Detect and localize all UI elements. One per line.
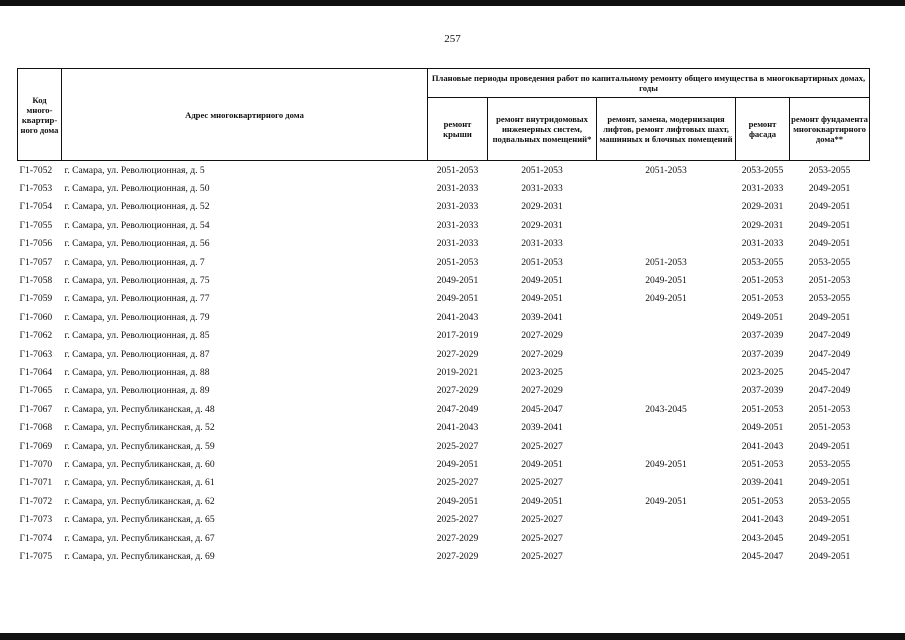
cell-house-code: Г1-7067 <box>19 403 53 415</box>
cell-house-code: Г1-7059 <box>19 293 53 305</box>
cell-roof-repair: 2049-2051 <box>436 458 479 470</box>
cell-engineering-systems: 2031-2033 <box>521 183 563 195</box>
table-row <box>18 437 870 455</box>
table-row <box>18 363 870 381</box>
cell-address: г. Самара, ул. Революционная, д. 54 <box>64 219 210 231</box>
cell-facade-repair: 2049-2051 <box>741 422 784 434</box>
cell-foundation-repair: 2049-2051 <box>808 201 851 213</box>
cell-address: г. Самара, ул. Республиканская, д. 61 <box>64 477 215 489</box>
cell-foundation-repair: 2045-2047 <box>808 366 851 378</box>
cell-foundation-repair: 2051-2053 <box>808 275 851 287</box>
cell-house-code: Г1-7062 <box>19 330 53 342</box>
cell-elevators <box>597 529 736 547</box>
cell-elevators: 2049-2051 <box>645 458 687 470</box>
cell-foundation-repair: 2049-2051 <box>808 238 851 250</box>
cell-foundation-repair: 2047-2049 <box>808 385 851 397</box>
cell-elevators <box>597 418 736 436</box>
cell-facade-repair: 2037-2039 <box>741 348 784 360</box>
cell-engineering-systems: 2025-2027 <box>521 514 563 526</box>
cell-foundation-repair: 2049-2051 <box>808 477 851 489</box>
table-row <box>18 179 870 197</box>
table-row <box>18 455 870 473</box>
table-row <box>18 235 870 253</box>
cell-address: г. Самара, ул. Революционная, д. 75 <box>64 275 210 287</box>
cell-facade-repair: 2051-2053 <box>741 495 784 507</box>
cell-facade-repair: 2053-2055 <box>741 256 784 268</box>
cell-house-code: Г1-7072 <box>19 495 53 507</box>
header-address: Адрес многоквартирного дома <box>62 69 428 161</box>
cell-house-code: Г1-7060 <box>19 311 53 323</box>
cell-roof-repair: 2031-2033 <box>436 201 479 213</box>
table-row <box>18 510 870 528</box>
cell-address: г. Самара, ул. Республиканская, д. 52 <box>64 422 215 434</box>
cell-address: г. Самара, ул. Революционная, д. 56 <box>64 238 210 250</box>
cell-elevators: 2051-2053 <box>645 256 687 268</box>
cell-roof-repair: 2027-2029 <box>436 348 479 360</box>
cell-elevators <box>597 345 736 363</box>
table-row <box>18 492 870 510</box>
header-foundation-repair: ремонт фундамента многоквартирного дома** <box>790 98 870 161</box>
cell-engineering-systems: 2025-2027 <box>521 550 563 562</box>
table-row <box>18 400 870 418</box>
cell-house-code: Г1-7064 <box>19 366 53 378</box>
cell-address: г. Самара, ул. Революционная, д. 5 <box>64 164 205 176</box>
cell-facade-repair: 2029-2031 <box>741 201 784 213</box>
cell-facade-repair: 2031-2033 <box>741 238 784 250</box>
cell-facade-repair: 2023-2025 <box>741 366 784 378</box>
cell-address: г. Самара, ул. Республиканская, д. 60 <box>64 458 215 470</box>
cell-elevators <box>597 510 736 528</box>
cell-house-code: Г1-7056 <box>19 238 53 250</box>
table-row <box>18 327 870 345</box>
cell-address: г. Самара, ул. Революционная, д. 89 <box>64 385 210 397</box>
cell-address: г. Самара, ул. Республиканская, д. 69 <box>64 550 215 562</box>
cell-roof-repair: 2025-2027 <box>436 440 479 452</box>
cell-foundation-repair: 2051-2053 <box>808 422 851 434</box>
cell-house-code: Г1-7054 <box>19 201 53 213</box>
cell-foundation-repair: 2049-2051 <box>808 219 851 231</box>
top-border-rule <box>0 0 905 6</box>
table-row <box>18 529 870 547</box>
cell-facade-repair: 2045-2047 <box>741 550 784 562</box>
cell-roof-repair: 2051-2053 <box>436 164 479 176</box>
page-number: 257 <box>444 33 461 45</box>
cell-engineering-systems: 2051-2053 <box>521 256 563 268</box>
header-elevators: ремонт, замена, модернизация лифтов, ремонт лифтовых шахт, машинных и блочных помещений <box>597 98 736 161</box>
cell-foundation-repair: 2049-2051 <box>808 311 851 323</box>
cell-house-code: Г1-7075 <box>19 550 53 562</box>
cell-roof-repair: 2049-2051 <box>436 495 479 507</box>
table-row <box>18 345 870 363</box>
cell-facade-repair: 2051-2053 <box>741 458 784 470</box>
cell-address: г. Самара, ул. Республиканская, д. 59 <box>64 440 215 452</box>
cell-elevators <box>597 179 736 197</box>
cell-engineering-systems: 2027-2029 <box>521 348 563 360</box>
cell-elevators: 2051-2053 <box>645 164 687 176</box>
cell-address: г. Самара, ул. Революционная, д. 85 <box>64 330 210 342</box>
cell-facade-repair: 2041-2043 <box>741 440 784 452</box>
cell-address: г. Самара, ул. Революционная, д. 79 <box>64 311 210 323</box>
cell-engineering-systems: 2049-2051 <box>521 495 563 507</box>
cell-foundation-repair: 2053-2055 <box>808 293 851 305</box>
cell-roof-repair: 2031-2033 <box>436 183 479 195</box>
table-row <box>18 290 870 308</box>
table-row <box>18 253 870 271</box>
cell-engineering-systems: 2025-2027 <box>521 440 563 452</box>
cell-roof-repair: 2025-2027 <box>436 514 479 526</box>
cell-engineering-systems: 2049-2051 <box>521 275 563 287</box>
cell-house-code: Г1-7069 <box>19 440 53 452</box>
cell-foundation-repair: 2053-2055 <box>808 164 851 176</box>
cell-address: г. Самара, ул. Республиканская, д. 67 <box>64 532 215 544</box>
cell-facade-repair: 2049-2051 <box>741 311 784 323</box>
cell-roof-repair: 2041-2043 <box>436 311 479 323</box>
cell-facade-repair: 2039-2041 <box>741 477 784 489</box>
cell-engineering-systems: 2051-2053 <box>521 164 563 176</box>
cell-house-code: Г1-7065 <box>19 385 53 397</box>
cell-engineering-systems: 2039-2041 <box>521 311 563 323</box>
cell-roof-repair: 2051-2053 <box>436 256 479 268</box>
cell-facade-repair: 2031-2033 <box>741 183 784 195</box>
cell-foundation-repair: 2047-2049 <box>808 348 851 360</box>
cell-roof-repair: 2041-2043 <box>436 422 479 434</box>
cell-roof-repair: 2031-2033 <box>436 238 479 250</box>
header-roof-repair: ремонт крыши <box>428 98 488 161</box>
cell-foundation-repair: 2053-2055 <box>808 458 851 470</box>
cell-roof-repair: 2049-2051 <box>436 275 479 287</box>
cell-elevators <box>597 308 736 326</box>
cell-engineering-systems: 2025-2027 <box>521 477 563 489</box>
table-body <box>18 161 870 566</box>
cell-roof-repair: 2047-2049 <box>436 403 479 415</box>
cell-facade-repair: 2037-2039 <box>741 385 784 397</box>
capital-repair-schedule-table <box>17 68 870 566</box>
cell-foundation-repair: 2051-2053 <box>808 403 851 415</box>
cell-elevators: 2049-2051 <box>645 275 687 287</box>
cell-elevators: 2043-2045 <box>645 403 687 415</box>
cell-house-code: Г1-7055 <box>19 219 53 231</box>
cell-address: г. Самара, ул. Революционная, д. 88 <box>64 366 210 378</box>
cell-roof-repair: 2027-2029 <box>436 550 479 562</box>
cell-roof-repair: 2019-2021 <box>436 366 479 378</box>
cell-address: г. Самара, ул. Революционная, д. 87 <box>64 348 210 360</box>
cell-house-code: Г1-7074 <box>19 532 53 544</box>
cell-roof-repair: 2017-2019 <box>436 330 479 342</box>
cell-facade-repair: 2037-2039 <box>741 330 784 342</box>
cell-elevators <box>597 198 736 216</box>
cell-engineering-systems: 2039-2041 <box>521 422 563 434</box>
cell-house-code: Г1-7053 <box>19 183 53 195</box>
cell-elevators: 2049-2051 <box>645 293 687 305</box>
cell-engineering-systems: 2029-2031 <box>521 201 563 213</box>
cell-elevators: 2049-2051 <box>645 495 687 507</box>
table-row <box>18 161 870 180</box>
cell-engineering-systems: 2027-2029 <box>521 330 563 342</box>
cell-roof-repair: 2049-2051 <box>436 293 479 305</box>
header-planned-periods: Плановые периоды проведения работ по капитальному ремонту общего имущества в многоквартирных домах, годы <box>428 69 870 98</box>
cell-address: г. Самара, ул. Республиканская, д. 62 <box>64 495 215 507</box>
cell-facade-repair: 2051-2053 <box>741 275 784 287</box>
cell-foundation-repair: 2049-2051 <box>808 550 851 562</box>
cell-house-code: Г1-7058 <box>19 275 53 287</box>
cell-engineering-systems: 2049-2051 <box>521 458 563 470</box>
cell-address: г. Самара, ул. Революционная, д. 50 <box>64 183 210 195</box>
cell-facade-repair: 2051-2053 <box>741 293 784 305</box>
cell-house-code: Г1-7068 <box>19 422 53 434</box>
table-row <box>18 271 870 289</box>
cell-elevators <box>597 547 736 565</box>
cell-elevators <box>597 437 736 455</box>
cell-foundation-repair: 2049-2051 <box>808 514 851 526</box>
table-row <box>18 382 870 400</box>
cell-house-code: Г1-7063 <box>19 348 53 360</box>
header-engineering-systems: ремонт внутридомовых инженерных систем, подвальных помещений* <box>488 98 597 161</box>
cell-elevators <box>597 474 736 492</box>
cell-address: г. Самара, ул. Республиканская, д. 48 <box>64 403 215 415</box>
table-header <box>18 69 870 161</box>
header-house-code: Код много-квартир-ного дома <box>18 69 62 161</box>
cell-address: г. Самара, ул. Революционная, д. 7 <box>64 256 205 268</box>
cell-roof-repair: 2025-2027 <box>436 477 479 489</box>
bottom-border-rule <box>0 633 905 640</box>
cell-facade-repair: 2029-2031 <box>741 219 784 231</box>
cell-foundation-repair: 2049-2051 <box>808 183 851 195</box>
table-row <box>18 418 870 436</box>
cell-house-code: Г1-7052 <box>19 164 53 176</box>
cell-roof-repair: 2027-2029 <box>436 532 479 544</box>
cell-address: г. Самара, ул. Революционная, д. 52 <box>64 201 210 213</box>
cell-elevators <box>597 235 736 253</box>
table-row <box>18 216 870 234</box>
cell-elevators <box>597 363 736 381</box>
cell-house-code: Г1-7070 <box>19 458 53 470</box>
cell-address: г. Самара, ул. Республиканская, д. 65 <box>64 514 215 526</box>
cell-elevators <box>597 382 736 400</box>
cell-roof-repair: 2027-2029 <box>436 385 479 397</box>
cell-house-code: Г1-7073 <box>19 514 53 526</box>
cell-engineering-systems: 2045-2047 <box>521 403 563 415</box>
cell-engineering-systems: 2023-2025 <box>521 366 563 378</box>
cell-address: г. Самара, ул. Революционная, д. 77 <box>64 293 210 305</box>
cell-facade-repair: 2043-2045 <box>741 532 784 544</box>
cell-engineering-systems: 2049-2051 <box>521 293 563 305</box>
cell-facade-repair: 2053-2055 <box>741 164 784 176</box>
cell-house-code: Г1-7057 <box>19 256 53 268</box>
cell-foundation-repair: 2047-2049 <box>808 330 851 342</box>
cell-house-code: Г1-7071 <box>19 477 53 489</box>
table-row <box>18 308 870 326</box>
cell-elevators <box>597 216 736 234</box>
cell-engineering-systems: 2031-2033 <box>521 238 563 250</box>
cell-engineering-systems: 2029-2031 <box>521 219 563 231</box>
cell-foundation-repair: 2053-2055 <box>808 495 851 507</box>
cell-foundation-repair: 2049-2051 <box>808 532 851 544</box>
table-row <box>18 474 870 492</box>
cell-facade-repair: 2041-2043 <box>741 514 784 526</box>
table-row <box>18 547 870 565</box>
cell-roof-repair: 2031-2033 <box>436 219 479 231</box>
cell-elevators <box>597 327 736 345</box>
header-facade-repair: ремонт фасада <box>736 98 790 161</box>
cell-foundation-repair: 2049-2051 <box>808 440 851 452</box>
cell-facade-repair: 2051-2053 <box>741 403 784 415</box>
table-row <box>18 198 870 216</box>
cell-engineering-systems: 2025-2027 <box>521 532 563 544</box>
cell-engineering-systems: 2027-2029 <box>521 385 563 397</box>
cell-foundation-repair: 2053-2055 <box>808 256 851 268</box>
